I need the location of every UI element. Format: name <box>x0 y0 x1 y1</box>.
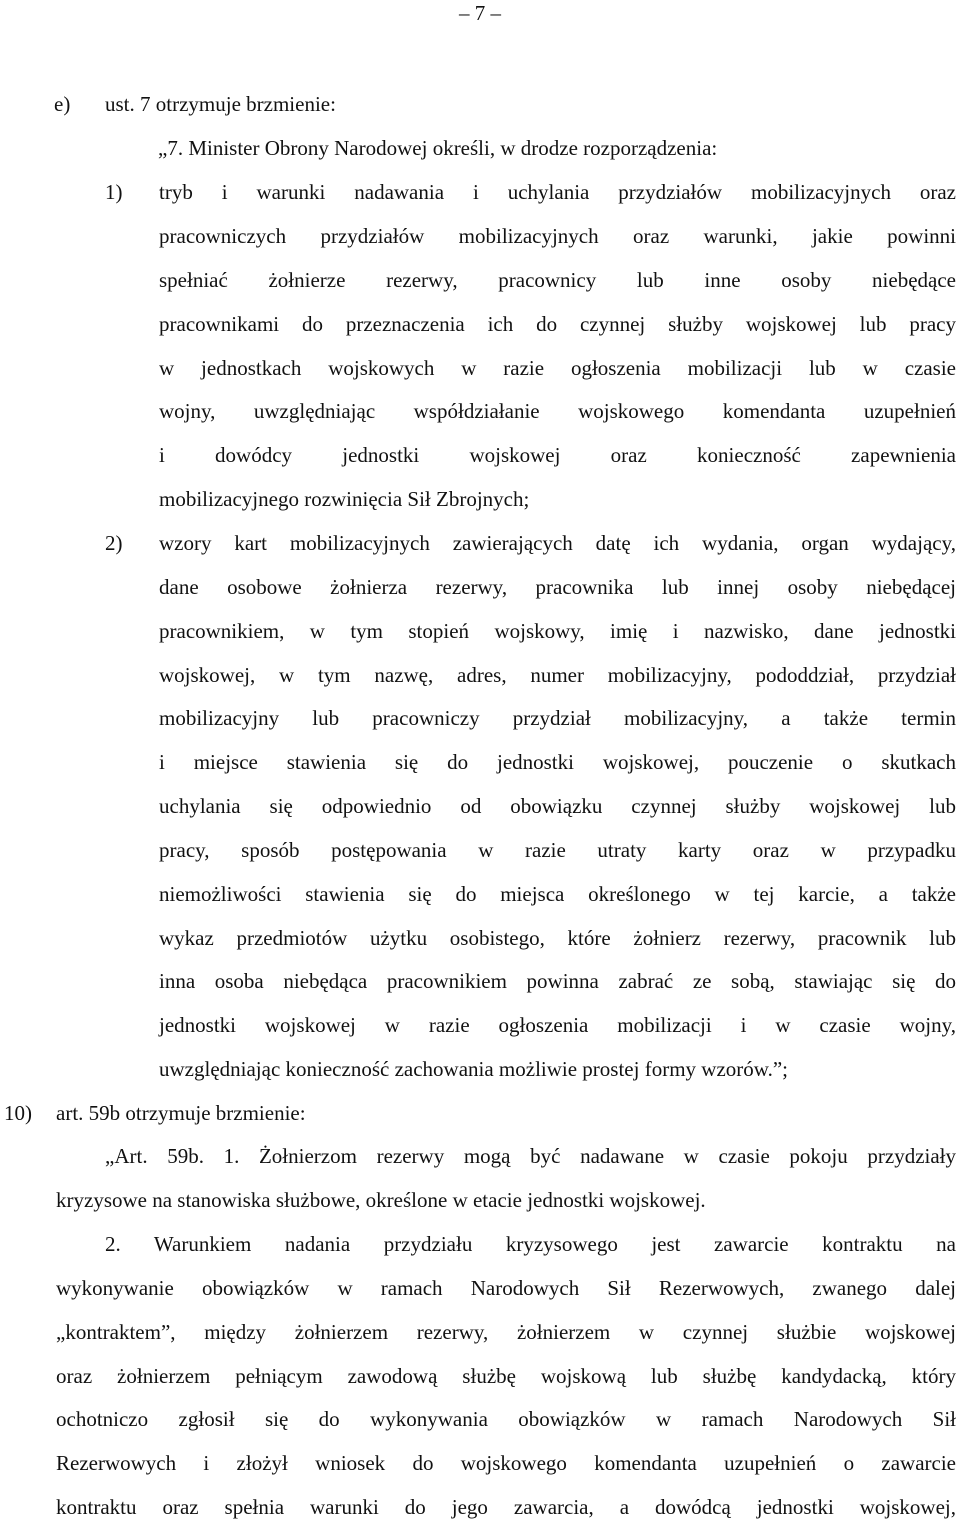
page-number: – 7 – <box>459 1 501 25</box>
point-2-line: pracownikiem, w tym stopień wojskowy, imię i nazwisko, dane jednostki <box>159 619 956 643</box>
art-59b-para2-line: oraz żołnierzem pełniącym zawodową służbę wojskową lub służbę kandydacką, który <box>56 1364 956 1388</box>
point-1-line: w jednostkach wojskowych w razie ogłoszenia mobilizacji lub w czasie <box>159 356 956 380</box>
art-59b-para2-line: kontraktu oraz spełnia warunki do jego zawarcia, a dowódcą jednostki wojskowej, <box>56 1495 956 1519</box>
item-10-marker: 10) <box>4 1101 32 1125</box>
point-1-line: pracownikami do przeznaczenia ich do czynnej służby wojskowej lub pracy <box>159 312 956 336</box>
point-2-line: i miejsce stawienia się do jednostki wojskowej, pouczenie o skutkach <box>159 750 956 774</box>
point-2-marker: 2) <box>105 531 123 555</box>
item-10-text: art. 59b otrzymuje brzmienie: <box>56 1101 306 1125</box>
point-2-line: wykaz przedmiotów użytku osobistego, które żołnierz rezerwy, pracownik lub <box>159 926 956 950</box>
point-2-line: pracy, sposób postępowania w razie utraty karty oraz w przypadku <box>159 838 956 862</box>
art-59b-para2-line: wykonywanie obowiązków w ramach Narodowych Sił Rezerwowych, zwanego dalej <box>56 1276 956 1300</box>
art-59b-para1-line: kryzysowe na stanowiska służbowe, określone w etacie jednostki wojskowej. <box>56 1188 706 1212</box>
quote-intro: „7. Minister Obrony Narodowej określi, w drodze rozporządzenia: <box>158 136 718 160</box>
point-1-marker: 1) <box>105 180 123 204</box>
art-59b-para1-line: „Art. 59b. 1. Żołnierzom rezerwy mogą być nadawane w czasie pokoju przydziały <box>105 1144 956 1168</box>
item-e-marker: e) <box>54 92 71 116</box>
point-2-line: wojskowej, w tym nazwę, adres, numer mobilizacyjny, pododdział, przydział <box>159 663 956 687</box>
point-1-line: pracowniczych przydziałów mobilizacyjnych oraz warunki, jakie powinni <box>159 224 956 248</box>
art-59b-para2-line: ochotniczo zgłosił się do wykonywania obowiązków w ramach Narodowych Sił <box>56 1407 956 1431</box>
item-e-text: ust. 7 otrzymuje brzmienie: <box>105 92 336 116</box>
point-1-line: wojny, uwzględniając współdziałanie wojskowego komendanta uzupełnień <box>159 399 956 423</box>
point-2-line: mobilizacyjny lub pracowniczy przydział mobilizacyjny, a także termin <box>159 706 956 730</box>
point-1-line: mobilizacyjnego rozwinięcia Sił Zbrojnych; <box>159 487 530 511</box>
art-59b-para2-line: 2. Warunkiem nadania przydziału kryzysowego jest zawarcie kontraktu na <box>105 1232 956 1256</box>
point-2-line: inna osoba niebędąca pracownikiem powinna zabrać ze sobą, stawiając się do <box>159 969 956 993</box>
point-2-line: uchylania się odpowiednio od obowiązku czynnej służby wojskowej lub <box>159 794 956 818</box>
art-59b-para2-line: „kontraktem”, między żołnierzem rezerwy, żołnierzem w czynnej służbie wojskowej <box>56 1320 956 1344</box>
point-1-line: i dowódcy jednostki wojskowej oraz konieczność zapewnienia <box>159 443 956 467</box>
point-1-line: tryb i warunki nadawania i uchylania przydziałów mobilizacyjnych oraz <box>159 180 956 204</box>
point-2-line: dane osobowe żołnierza rezerwy, pracownika lub innej osoby niebędącej <box>159 575 956 599</box>
point-2-line: jednostki wojskowej w razie ogłoszenia mobilizacji i w czasie wojny, <box>159 1013 956 1037</box>
point-1-line: spełniać żołnierze rezerwy, pracownicy lub inne osoby niebędące <box>159 268 956 292</box>
point-2-line: uwzględniając konieczność zachowania możliwie prostej formy wzorów.”; <box>159 1057 788 1081</box>
point-2-line: niemożliwości stawienia się do miejsca określonego w tej karcie, a także <box>159 882 956 906</box>
point-2-line: wzory kart mobilizacyjnych zawierających datę ich wydania, organ wydający, <box>159 531 956 555</box>
art-59b-para2-line: Rezerwowych i złożył wniosek do wojskowego komendanta uzupełnień o zawarcie <box>56 1451 956 1475</box>
